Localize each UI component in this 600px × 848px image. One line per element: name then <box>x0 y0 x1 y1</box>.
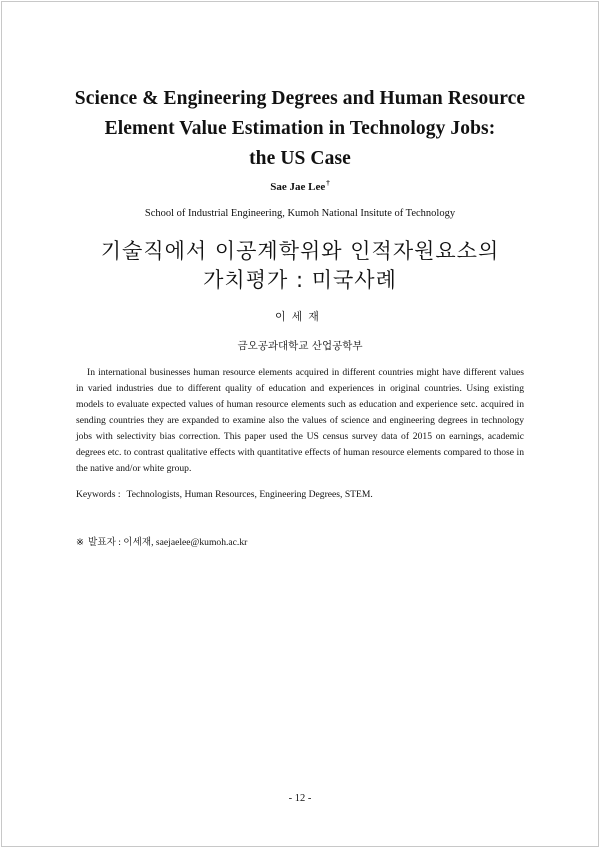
abstract: In international businesses human resource elements acquired in different countries might have different values in varied industries due to different quality of education and experiences in original countries. Using existing models to evaluate expected values of human resource elements such as education and experience setc. acquired in sending countries they are expanded to examine also the values of science and engineering degrees in technology jobs with selectivity bias correction. This paper used the US census survey data of 2015 on earnings, academic degrees etc. to contrast qualitative effects with quantitative effects of human resource elements compared to those in the native and/or white group. <box>76 367 524 474</box>
reference-mark: ※ <box>76 537 85 548</box>
author-affiliation: School of Industrial Engineering, Kumoh National Insitute of Technology <box>144 208 456 219</box>
paper-title <box>40 84 560 174</box>
presenter-note <box>76 534 524 548</box>
keywords-line <box>76 489 524 500</box>
page-number: - 12 - <box>288 793 312 804</box>
author-name: Sae Jae Lee <box>270 181 326 193</box>
keywords-label: Keywords : <box>76 489 121 500</box>
keywords-list: Technologists, Human Resources, Engineering Degrees, STEM. <box>126 489 373 500</box>
korean-title-line: 가치평가 : 미국사례 <box>203 268 397 292</box>
korean-affiliation: 금오공과대학교 산업공학부 <box>237 340 363 352</box>
korean-author-name: 이세재 <box>275 310 325 323</box>
author-line <box>0 179 600 193</box>
presenter-info: 발표자 : 이세재, saejaelee@kumoh.ac.kr <box>88 537 248 548</box>
korean-title <box>40 237 560 295</box>
title-line: the US Case <box>249 148 351 169</box>
title-line: Element Value Estimation in Technology Jobs: <box>104 118 496 139</box>
title-line: Science & Engineering Degrees and Human Resource <box>74 88 526 109</box>
corresponding-author-mark: † <box>326 179 330 187</box>
korean-title-line: 기술직에서 이공계학위와 인적자원요소의 <box>100 239 500 263</box>
